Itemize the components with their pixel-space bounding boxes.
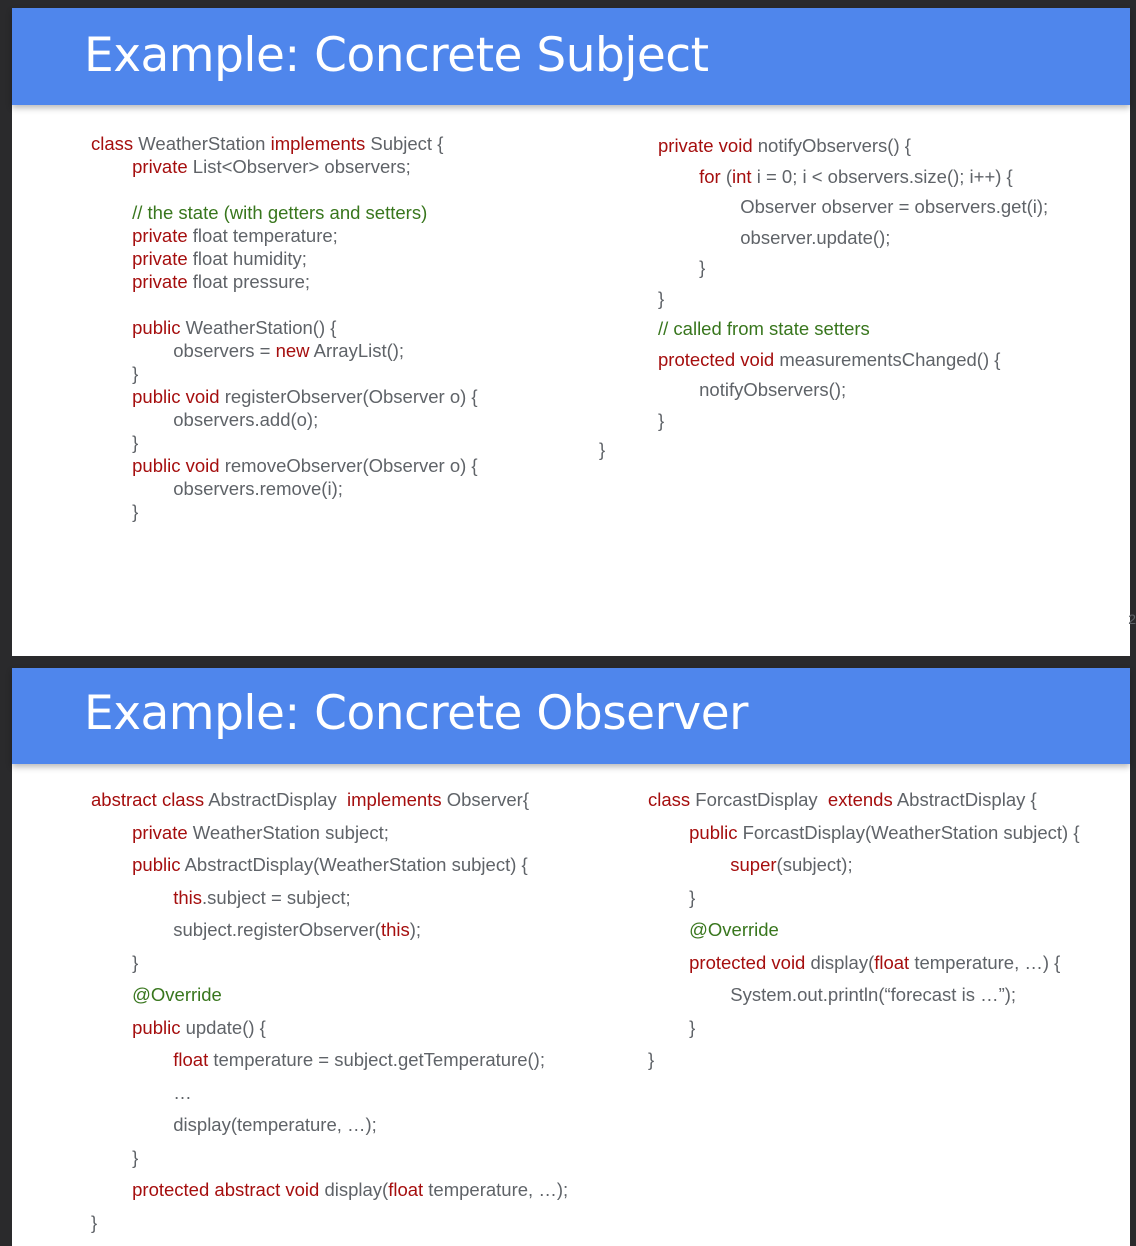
code-keyword: public (132, 317, 186, 338)
code-block-abstract-display (91, 784, 568, 1239)
code-text: } (648, 1049, 655, 1070)
code-text (91, 919, 173, 940)
code-text (91, 455, 132, 476)
code-keyword: public (132, 854, 185, 875)
code-line (91, 178, 478, 201)
code-text: AbstractDisplay (208, 789, 348, 810)
code-text: Subject { (370, 133, 444, 154)
code-comment: // called from state setters (658, 318, 870, 339)
code-line (91, 454, 478, 477)
code-line (91, 817, 568, 850)
code-text (648, 952, 689, 973)
code-text: WeatherStation (138, 133, 271, 154)
code-keyword: public void (132, 455, 225, 476)
code-text: notifyObservers() { (757, 135, 911, 156)
code-text: display( (324, 1179, 389, 1200)
code-text: ( (725, 165, 733, 187)
code-text: temperature, …); (428, 1179, 569, 1200)
code-text (91, 248, 132, 269)
code-line (91, 849, 568, 882)
code-text (91, 984, 132, 1005)
code-keyword: private (132, 821, 193, 843)
code-line (658, 345, 1048, 376)
code-line (91, 784, 568, 817)
code-text: i = 0; i < observers.size(); i++) { (756, 165, 1013, 187)
code-line (91, 914, 568, 947)
code-keyword: super (730, 854, 777, 875)
code-line (658, 406, 1048, 437)
code-line (91, 1109, 568, 1142)
code-text (91, 1114, 173, 1135)
code-line (648, 1012, 1080, 1045)
code-line (91, 408, 478, 431)
code-keyword: public (689, 821, 743, 843)
code-line (648, 1044, 1080, 1077)
code-line (91, 1142, 568, 1175)
code-line (91, 362, 478, 385)
code-text (91, 1179, 132, 1200)
code-text: float temperature; (192, 225, 338, 246)
code-text: ForcastDisplay(WeatherStation subject) { (742, 821, 1080, 843)
code-text (91, 386, 132, 407)
code-keyword: private (132, 156, 193, 177)
code-line (648, 947, 1080, 980)
code-block-weatherstation-fields (91, 132, 478, 523)
code-text (91, 409, 173, 430)
code-line (91, 293, 478, 316)
code-text: removeObserver(Observer o) { (224, 455, 478, 476)
code-text: display(temperature, …); (173, 1114, 377, 1135)
code-line (658, 253, 1048, 284)
code-keyword: this (380, 919, 410, 940)
code-line (91, 339, 478, 362)
code-text: observers = (173, 340, 276, 361)
code-text: Observer observer = observers.get(i); (740, 196, 1049, 217)
code-text (648, 822, 689, 843)
code-keyword: public (132, 1016, 186, 1038)
code-line (91, 1174, 568, 1207)
code-text (91, 271, 132, 292)
code-text (91, 317, 132, 338)
code-text: } (91, 951, 139, 973)
code-line (91, 1077, 568, 1110)
code-line (658, 314, 1048, 345)
code-text: ForcastDisplay (695, 789, 828, 810)
code-line (91, 1012, 568, 1045)
code-text: } (648, 1016, 696, 1038)
code-text: observers.add(o); (173, 409, 319, 430)
code-text: float pressure; (192, 271, 311, 292)
code-line (648, 784, 1080, 817)
code-line (648, 979, 1080, 1012)
code-comment: // the state (with getters and setters) (132, 202, 428, 223)
code-keyword: public void (132, 386, 225, 407)
code-keyword: new (275, 340, 314, 361)
code-keyword: this (173, 886, 203, 908)
code-line (91, 132, 478, 155)
slide-concrete-observer (12, 668, 1130, 1246)
code-text: } (91, 1211, 98, 1233)
code-line (91, 979, 568, 1012)
code-line (91, 1207, 568, 1240)
code-line (91, 224, 478, 247)
code-line (658, 162, 1048, 193)
code-text: WeatherStation() { (185, 317, 337, 338)
code-text: .subject = subject; (202, 886, 351, 908)
code-text: temperature = subject.getTemperature(); (213, 1049, 545, 1070)
code-keyword: private (132, 225, 193, 246)
code-line (658, 192, 1048, 223)
slide-header (12, 668, 1130, 764)
code-keyword: extends (827, 789, 897, 810)
code-line (91, 270, 478, 293)
code-keyword: protected abstract void (132, 1179, 325, 1200)
code-line (91, 155, 478, 178)
code-line (91, 316, 478, 339)
code-text: } (91, 432, 139, 453)
code-text (91, 478, 173, 499)
code-line (648, 882, 1080, 915)
code-text: AbstractDisplay { (896, 789, 1037, 810)
code-text (91, 1017, 132, 1038)
code-text: } (658, 257, 706, 278)
code-text (91, 887, 173, 908)
code-line (648, 849, 1080, 882)
code-comment: @Override (132, 984, 222, 1005)
code-comment: @Override (689, 919, 779, 940)
code-keyword: private (132, 248, 193, 269)
code-keyword: protected void (689, 951, 811, 973)
code-line (91, 1044, 568, 1077)
code-text: ArrayList(); (313, 340, 405, 361)
code-line (658, 131, 1048, 162)
code-text: } (648, 886, 696, 908)
code-keyword: protected void (658, 348, 780, 370)
code-text (91, 1082, 173, 1103)
slide-header (12, 8, 1130, 105)
code-block-notify-methods (658, 131, 1048, 436)
code-line (658, 375, 1048, 406)
code-text (648, 854, 730, 875)
code-block-forcast-display (648, 784, 1080, 1077)
code-text: update() { (185, 1016, 266, 1038)
code-text (658, 196, 740, 217)
code-text: } (658, 409, 665, 431)
code-keyword: float (874, 951, 915, 973)
code-line (91, 247, 478, 270)
code-text (658, 379, 699, 400)
code-text: registerObserver(Observer o) { (224, 386, 478, 407)
code-text: System.out.println(“forecast is …”); (730, 984, 1017, 1005)
code-line (91, 947, 568, 980)
code-text: observers.remove(i); (173, 478, 343, 499)
code-keyword: float (388, 1179, 429, 1200)
code-keyword: int (732, 165, 757, 187)
code-text: observer.update(); (740, 226, 891, 248)
code-text: measurementsChanged() { (779, 348, 1001, 370)
code-text: temperature, …) { (914, 951, 1061, 973)
code-text (648, 984, 730, 1005)
code-line (658, 284, 1048, 315)
code-text (91, 202, 132, 223)
code-text (91, 225, 132, 246)
code-line (91, 477, 478, 500)
code-line (658, 223, 1048, 254)
slide-title: Example: Concrete Subject (84, 28, 709, 83)
code-keyword: private (132, 271, 193, 292)
slide-title: Example: Concrete Observer (84, 686, 748, 741)
code-text: WeatherStation subject; (192, 821, 389, 843)
code-text (658, 227, 740, 248)
code-text: } (91, 363, 139, 384)
code-text: ); (409, 919, 422, 940)
code-text (658, 166, 699, 187)
code-keyword: implements (347, 789, 447, 810)
code-line (91, 431, 478, 454)
code-text: float humidity; (192, 248, 307, 269)
code-line (91, 201, 478, 224)
code-text: subject.registerObserver( (173, 919, 381, 940)
page-number: 2 (1128, 611, 1136, 627)
code-text (91, 1049, 173, 1070)
code-text (91, 340, 173, 361)
class-closing-brace: } (599, 439, 606, 460)
code-text (91, 854, 132, 875)
code-line (91, 385, 478, 408)
code-text: AbstractDisplay(WeatherStation subject) { (184, 854, 528, 875)
code-text: List<Observer> observers; (192, 156, 411, 177)
code-text: } (91, 501, 139, 522)
code-keyword: class (91, 133, 139, 154)
code-line (648, 914, 1080, 947)
code-line (648, 817, 1080, 850)
code-text: Observer{ (446, 789, 530, 810)
slide-concrete-subject (12, 8, 1136, 656)
code-text: } (658, 287, 665, 309)
code-keyword: abstract class (91, 789, 209, 810)
code-text (648, 919, 689, 940)
code-text (91, 822, 132, 843)
code-text: display( (810, 951, 875, 973)
code-line (91, 500, 478, 523)
code-keyword: float (173, 1049, 214, 1070)
code-keyword: for (699, 165, 726, 187)
code-text: (subject); (776, 854, 853, 875)
code-line (91, 882, 568, 915)
code-text: notifyObservers(); (699, 379, 847, 400)
code-keyword: implements (270, 133, 371, 154)
code-keyword: private void (658, 135, 758, 156)
code-keyword: class (648, 789, 696, 810)
code-text (91, 156, 132, 177)
code-text: } (91, 1146, 139, 1168)
code-text: … (173, 1081, 192, 1103)
